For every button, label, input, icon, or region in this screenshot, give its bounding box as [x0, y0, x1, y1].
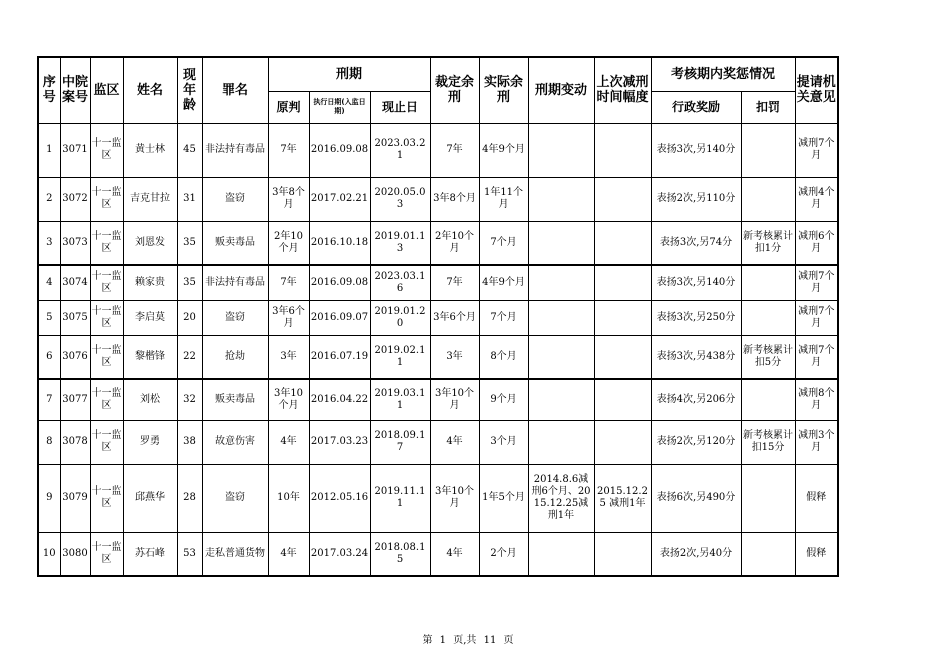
original-sentence-cell: 3年10个月	[268, 379, 309, 420]
name-cell: 吉克甘拉	[123, 177, 177, 221]
ruled-remaining-cell: 7年	[430, 265, 479, 300]
actual-remaining-cell: 2个月	[479, 532, 528, 576]
penalty-cell	[741, 177, 795, 221]
seq-cell: 5	[38, 300, 60, 335]
table-row	[38, 221, 838, 265]
actual-remaining-cell: 1年5个月	[479, 464, 528, 532]
original-sentence-cell: 4年	[268, 420, 309, 464]
case-no-cell: 3075	[60, 300, 90, 335]
sentence-change-cell	[528, 379, 594, 420]
footer-suffix: 页	[503, 635, 514, 646]
end-date-cell: 2020.05.03	[370, 177, 430, 221]
admin-reward-cell: 表扬3次,另74分	[651, 221, 741, 265]
age-cell: 28	[177, 464, 202, 532]
age-cell: 53	[177, 532, 202, 576]
actual-remaining-cell: 1年11个月	[479, 177, 528, 221]
original-sentence-cell: 4年	[268, 532, 309, 576]
exec-date-cell: 2016.09.07	[309, 300, 370, 335]
exec-date-cell: 2016.09.08	[309, 265, 370, 300]
crime-cell: 盗窃	[202, 464, 268, 532]
end-date-cell: 2019.03.11	[370, 379, 430, 420]
header-crime: 罪名	[202, 57, 268, 123]
name-cell: 黎楷锋	[123, 335, 177, 379]
prison-area-cell: 十一监区	[90, 335, 123, 379]
sentence-change-cell	[528, 177, 594, 221]
actual-remaining-cell: 8个月	[479, 335, 528, 379]
penalty-cell: 新考核累计扣5分	[741, 335, 795, 379]
exec-date-cell: 2017.03.24	[309, 532, 370, 576]
original-sentence-cell: 3年6个月	[268, 300, 309, 335]
age-cell: 35	[177, 221, 202, 265]
prison-area-cell: 十一监区	[90, 379, 123, 420]
recommendation-cell: 减刑7个月	[795, 123, 838, 177]
penalty-cell	[741, 464, 795, 532]
penalty-cell	[741, 265, 795, 300]
sentence-change-cell	[528, 300, 594, 335]
age-cell: 45	[177, 123, 202, 177]
header-end-date: 现止日	[370, 91, 430, 123]
last-reduction-cell	[594, 532, 651, 576]
case-no-cell: 3078	[60, 420, 90, 464]
header-exec-date: 执行日期(入监日期)	[309, 91, 370, 123]
ruled-remaining-cell: 2年10个月	[430, 221, 479, 265]
header-actual-remaining: 实际余刑	[479, 57, 528, 123]
exec-date-cell: 2012.05.16	[309, 464, 370, 532]
sentence-change-cell: 2014.8.6减刑6个月、2015.12.25减刑1年	[528, 464, 594, 532]
seq-cell: 6	[38, 335, 60, 379]
age-cell: 32	[177, 379, 202, 420]
prison-area-cell: 十一监区	[90, 532, 123, 576]
recommendation-cell: 假释	[795, 532, 838, 576]
prison-area-cell: 十一监区	[90, 420, 123, 464]
header-sentence-change: 刑期变动	[528, 57, 594, 123]
name-cell: 邱燕华	[123, 464, 177, 532]
sentence-change-cell	[528, 123, 594, 177]
header-rewards-group: 考核期内奖惩情况	[651, 57, 795, 91]
prison-area-cell: 十一监区	[90, 300, 123, 335]
header-admin-reward: 行政奖励	[651, 91, 741, 123]
last-reduction-cell: 2015.12.25 减刑1年	[594, 464, 651, 532]
table-row	[38, 464, 838, 532]
admin-reward-cell: 表扬3次,另250分	[651, 300, 741, 335]
header-penalty: 扣罚	[741, 91, 795, 123]
footer-total-pages: 11	[483, 635, 497, 646]
crime-cell: 非法持有毒品	[202, 265, 268, 300]
exec-date-cell: 2016.10.18	[309, 221, 370, 265]
recommendation-cell: 减刑7个月	[795, 300, 838, 335]
prison-area-cell: 十一监区	[90, 177, 123, 221]
case-no-cell: 3079	[60, 464, 90, 532]
seq-cell: 9	[38, 464, 60, 532]
table-row	[38, 532, 838, 576]
sentence-change-cell	[528, 335, 594, 379]
header-age: 现年龄	[177, 57, 202, 123]
end-date-cell: 2019.11.11	[370, 464, 430, 532]
header-prison-area: 监区	[90, 57, 123, 123]
last-reduction-cell	[594, 265, 651, 300]
name-cell: 刘松	[123, 379, 177, 420]
header-last-reduction: 上次减刑时间幅度	[594, 57, 651, 123]
recommendation-cell: 减刑6个月	[795, 221, 838, 265]
actual-remaining-cell: 7个月	[479, 221, 528, 265]
name-cell: 赖家贵	[123, 265, 177, 300]
original-sentence-cell: 7年	[268, 265, 309, 300]
table-row	[38, 265, 838, 300]
last-reduction-cell	[594, 177, 651, 221]
crime-cell: 走私普通货物	[202, 532, 268, 576]
header-name: 姓名	[123, 57, 177, 123]
end-date-cell: 2019.01.20	[370, 300, 430, 335]
admin-reward-cell: 表扬4次,另206分	[651, 379, 741, 420]
sentence-change-cell	[528, 221, 594, 265]
last-reduction-cell	[594, 420, 651, 464]
recommendation-cell: 减刑7个月	[795, 265, 838, 300]
admin-reward-cell: 表扬3次,另140分	[651, 123, 741, 177]
end-date-cell: 2018.08.15	[370, 532, 430, 576]
footer-current-page: 1	[439, 635, 447, 646]
header-sentence-group: 刑期	[268, 57, 430, 91]
original-sentence-cell: 7年	[268, 123, 309, 177]
header-seq: 序号	[38, 57, 60, 123]
table-row	[38, 335, 838, 379]
penalty-cell	[741, 379, 795, 420]
seq-cell: 8	[38, 420, 60, 464]
seq-cell: 7	[38, 379, 60, 420]
footer-prefix: 第	[422, 635, 433, 646]
name-cell: 罗勇	[123, 420, 177, 464]
table-row	[38, 420, 838, 464]
sentence-change-cell	[528, 265, 594, 300]
prison-area-cell: 十一监区	[90, 123, 123, 177]
exec-date-cell: 2016.04.22	[309, 379, 370, 420]
header-ruled-remaining: 裁定余刑	[430, 57, 479, 123]
exec-date-cell: 2017.02.21	[309, 177, 370, 221]
ruled-remaining-cell: 3年10个月	[430, 464, 479, 532]
case-no-cell: 3072	[60, 177, 90, 221]
seq-cell: 4	[38, 265, 60, 300]
sentence-change-cell	[528, 420, 594, 464]
penalty-cell	[741, 300, 795, 335]
original-sentence-cell: 10年	[268, 464, 309, 532]
actual-remaining-cell: 4年9个月	[479, 123, 528, 177]
admin-reward-cell: 表扬3次,另438分	[651, 335, 741, 379]
admin-reward-cell: 表扬2次,另110分	[651, 177, 741, 221]
penalty-cell: 新考核累计扣15分	[741, 420, 795, 464]
table-row	[38, 123, 838, 177]
crime-cell: 故意伤害	[202, 420, 268, 464]
age-cell: 20	[177, 300, 202, 335]
prison-area-cell: 十一监区	[90, 464, 123, 532]
original-sentence-cell: 3年8个月	[268, 177, 309, 221]
penalty-cell: 新考核累计扣1分	[741, 221, 795, 265]
end-date-cell: 2023.03.16	[370, 265, 430, 300]
age-cell: 38	[177, 420, 202, 464]
exec-date-cell: 2016.09.08	[309, 123, 370, 177]
prisoner-table	[37, 56, 839, 577]
last-reduction-cell	[594, 300, 651, 335]
original-sentence-cell: 2年10个月	[268, 221, 309, 265]
name-cell: 刘恩发	[123, 221, 177, 265]
sentence-change-cell	[528, 532, 594, 576]
last-reduction-cell	[594, 221, 651, 265]
seq-cell: 1	[38, 123, 60, 177]
last-reduction-cell	[594, 335, 651, 379]
age-cell: 31	[177, 177, 202, 221]
table-row	[38, 379, 838, 420]
crime-cell: 非法持有毒品	[202, 123, 268, 177]
table-row	[38, 300, 838, 335]
header-recommendation: 提请机关意见	[795, 57, 838, 123]
ruled-remaining-cell: 3年10个月	[430, 379, 479, 420]
ruled-remaining-cell: 4年	[430, 420, 479, 464]
header-original-sentence: 原判	[268, 91, 309, 123]
ruled-remaining-cell: 3年6个月	[430, 300, 479, 335]
footer-mid: 页,共	[453, 635, 477, 646]
admin-reward-cell: 表扬2次,另120分	[651, 420, 741, 464]
name-cell: 李启莫	[123, 300, 177, 335]
recommendation-cell: 减刑7个月	[795, 335, 838, 379]
ruled-remaining-cell: 4年	[430, 532, 479, 576]
original-sentence-cell: 3年	[268, 335, 309, 379]
case-no-cell: 3073	[60, 221, 90, 265]
recommendation-cell: 减刑4个月	[795, 177, 838, 221]
seq-cell: 2	[38, 177, 60, 221]
actual-remaining-cell: 3个月	[479, 420, 528, 464]
age-cell: 35	[177, 265, 202, 300]
last-reduction-cell	[594, 123, 651, 177]
page-footer	[0, 631, 936, 646]
name-cell: 黄士林	[123, 123, 177, 177]
end-date-cell: 2019.02.11	[370, 335, 430, 379]
seq-cell: 3	[38, 221, 60, 265]
case-no-cell: 3080	[60, 532, 90, 576]
end-date-cell: 2019.01.13	[370, 221, 430, 265]
ruled-remaining-cell: 7年	[430, 123, 479, 177]
case-no-cell: 3071	[60, 123, 90, 177]
actual-remaining-cell: 9个月	[479, 379, 528, 420]
case-no-cell: 3076	[60, 335, 90, 379]
case-no-cell: 3077	[60, 379, 90, 420]
end-date-cell: 2018.09.17	[370, 420, 430, 464]
end-date-cell: 2023.03.21	[370, 123, 430, 177]
penalty-cell	[741, 532, 795, 576]
case-no-cell: 3074	[60, 265, 90, 300]
name-cell: 苏石峰	[123, 532, 177, 576]
recommendation-cell: 减刑3个月	[795, 420, 838, 464]
recommendation-cell: 减刑8个月	[795, 379, 838, 420]
crime-cell: 贩卖毒品	[202, 379, 268, 420]
seq-cell: 10	[38, 532, 60, 576]
last-reduction-cell	[594, 379, 651, 420]
exec-date-cell: 2016.07.19	[309, 335, 370, 379]
ruled-remaining-cell: 3年8个月	[430, 177, 479, 221]
actual-remaining-cell: 7个月	[479, 300, 528, 335]
ruled-remaining-cell: 3年	[430, 335, 479, 379]
actual-remaining-cell: 4年9个月	[479, 265, 528, 300]
crime-cell: 抢劫	[202, 335, 268, 379]
admin-reward-cell: 表扬6次,另490分	[651, 464, 741, 532]
crime-cell: 盗窃	[202, 300, 268, 335]
prison-area-cell: 十一监区	[90, 221, 123, 265]
exec-date-cell: 2017.03.23	[309, 420, 370, 464]
prison-area-cell: 十一监区	[90, 265, 123, 300]
penalty-cell	[741, 123, 795, 177]
admin-reward-cell: 表扬2次,另40分	[651, 532, 741, 576]
recommendation-cell: 假释	[795, 464, 838, 532]
crime-cell: 盗窃	[202, 177, 268, 221]
age-cell: 22	[177, 335, 202, 379]
admin-reward-cell: 表扬3次,另140分	[651, 265, 741, 300]
header-case-no: 中院案号	[60, 57, 90, 123]
crime-cell: 贩卖毒品	[202, 221, 268, 265]
table-row	[38, 177, 838, 221]
